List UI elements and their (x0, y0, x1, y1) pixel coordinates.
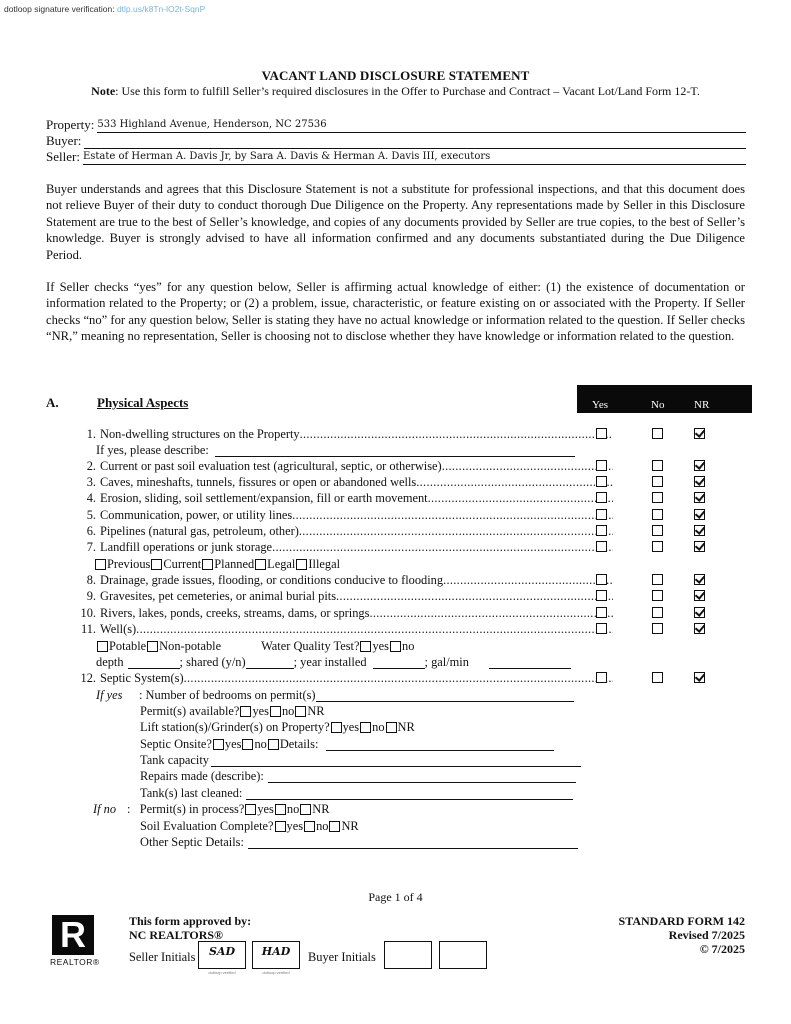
q9-nr-checkbox[interactable] (694, 590, 705, 601)
q1-nr-checkbox[interactable] (694, 428, 705, 439)
seller-initials-box-1[interactable]: SAD dotloop verified (198, 941, 246, 969)
q2-no-checkbox[interactable] (652, 460, 663, 471)
option-planned-checkbox[interactable] (202, 559, 213, 570)
septic-details-input[interactable] (326, 738, 554, 751)
q1-no-checkbox[interactable] (652, 428, 663, 439)
q2-yes-checkbox[interactable] (596, 460, 607, 471)
dotloop-verification (4, 4, 205, 14)
septic-repairs: Repairs made (describe): (140, 768, 576, 784)
q12-no-checkbox[interactable] (652, 672, 663, 683)
septic-permits-available: Permit(s) available? yes no NR (140, 704, 325, 718)
well-options: Potable Non-potable Water Quality Test? yes no (96, 638, 414, 654)
verification-label: dotloop signature verification: (4, 4, 115, 14)
septic-last-cleaned: Tank(s) last cleaned: (140, 785, 573, 801)
seller-field[interactable]: Seller: Estate of Herman A. Davis Jr, by Sara A. Davis & Herman A. Davis III, executors (46, 149, 746, 165)
question-7-options: Previous Current Planned Legal Illegal (94, 556, 340, 572)
onsite-no-checkbox[interactable] (242, 739, 253, 750)
septic-tank-capacity: Tank capacity (140, 752, 581, 768)
q10-no-checkbox[interactable] (652, 607, 663, 618)
page-number: Page 1 of 4 (368, 890, 423, 904)
year-installed-input[interactable] (373, 656, 425, 669)
septic-soil-eval: Soil Evaluation Complete? yes no NR (140, 819, 359, 833)
lift-nr-checkbox[interactable] (386, 722, 397, 733)
checkbox-meaning-paragraph: If Seller checks “yes” for any question below, Seller is affirming actual knowledge of either: (1) the existence of documentation or information related to the Property; or (2) a problem, issue, characteristic, or feature existing on or associated with the Property. If Seller checks “no” for any question below, Seller is stating they have no actual knowledge or information related to the question. If Seller checks “NR,” meaning no representation, Seller is choosing not to disclose whether they have knowledge or information related to the question. (46, 280, 745, 344)
option-current-checkbox[interactable] (151, 559, 162, 570)
permits-nr-checkbox[interactable] (295, 706, 306, 717)
q5-nr-checkbox[interactable] (694, 509, 705, 520)
property-field[interactable]: Property: 533 Highland Avenue, Henderson, NC 27536 (46, 117, 746, 133)
question-2: 2. Current or past soil evaluation test (agricultural, septic, or otherwise) ..... (73, 458, 613, 474)
q8-yes-checkbox[interactable] (596, 574, 607, 585)
q5-yes-checkbox[interactable] (596, 509, 607, 520)
depth-input[interactable] (128, 656, 180, 669)
question-11: 11. Well(s) ..... (73, 621, 613, 637)
q4-no-checkbox[interactable] (652, 492, 663, 503)
question-10: 10. Rivers, lakes, ponds, creeks, streams, dams, or springs ..... (73, 605, 613, 621)
seller-initials-label: Seller Initials (129, 950, 196, 964)
option-illegal-checkbox[interactable] (296, 559, 307, 570)
other-details-input[interactable] (248, 836, 578, 849)
q11-no-checkbox[interactable] (652, 623, 663, 634)
property-input[interactable]: 533 Highland Avenue, Henderson, NC 27536 (97, 118, 746, 133)
question-1: 1. Non-dwelling structures on the Property ..... (73, 426, 613, 442)
option-legal-checkbox[interactable] (255, 559, 266, 570)
water-test-yes-checkbox[interactable] (360, 641, 371, 652)
septic-other-details: Other Septic Details: (140, 834, 578, 850)
q10-nr-checkbox[interactable] (694, 607, 705, 618)
question-6: 6. Pipelines (natural gas, petroleum, other) ..... (73, 523, 613, 539)
buyer-input[interactable] (84, 134, 746, 149)
seller-initial-signature: HAD (261, 945, 291, 958)
option-previous-checkbox[interactable] (95, 559, 106, 570)
permits-no-checkbox[interactable] (270, 706, 281, 717)
describe-input[interactable] (215, 444, 575, 457)
gal-min-input[interactable] (489, 656, 571, 669)
q7-no-checkbox[interactable] (652, 541, 663, 552)
process-nr-checkbox[interactable] (300, 804, 311, 815)
question-7: 7. Landfill operations or junk storage ..... (73, 539, 613, 555)
q1-yes-checkbox[interactable] (596, 428, 607, 439)
q12-yes-checkbox[interactable] (596, 672, 607, 683)
q7-yes-checkbox[interactable] (596, 541, 607, 552)
q6-yes-checkbox[interactable] (596, 525, 607, 536)
column-yes: Yes (592, 399, 609, 411)
q5-no-checkbox[interactable] (652, 509, 663, 520)
tank-capacity-input[interactable] (211, 754, 581, 767)
approved-by: This form approved by: NC REALTORS® (129, 914, 252, 942)
column-no: No (651, 399, 665, 411)
process-no-checkbox[interactable] (275, 804, 286, 815)
non-potable-checkbox[interactable] (147, 641, 158, 652)
seller-input[interactable]: Estate of Herman A. Davis Jr, by Sara A. Davis & Herman A. Davis III, executors (83, 150, 746, 165)
shared-input[interactable] (246, 656, 294, 669)
q8-no-checkbox[interactable] (652, 574, 663, 585)
q11-yes-checkbox[interactable] (596, 623, 607, 634)
q9-yes-checkbox[interactable] (596, 590, 607, 601)
answer-column-header (577, 385, 752, 413)
repairs-input[interactable] (268, 770, 576, 783)
seller-initial-signature: SAD (208, 945, 236, 958)
last-cleaned-input[interactable] (246, 787, 573, 800)
question-1-describe: If yes, please describe: (96, 442, 575, 458)
soil-no-checkbox[interactable] (304, 821, 315, 832)
standard-form-info: STANDARD FORM 142 Revised 7/2025 © 7/2025 (618, 914, 745, 956)
septic-lift-station: Lift station(s)/Grinder(s) on Property? yes no NR (140, 720, 415, 734)
question-5: 5. Communication, power, or utility lines ..... (73, 507, 613, 523)
disclaimer-paragraph: Buyer understands and agrees that this Disclosure Statement is not a substitute for professional inspections, and that this document does not relieve Buyer of their duty to conduct thorough Due Diligence on the Property. Any representations made by Seller in this Disclosure Statement are true to the best of Seller’s knowledge, and copies of any documents provided by Seller are true copies, to the best of Seller’s knowledge. Buyer is strongly advised to have all information confirmed and any documents substantiated during the Due Diligence Period. (46, 182, 745, 262)
seller-initials-box-2[interactable]: HAD dotloop verified (252, 941, 300, 969)
buyer-field[interactable]: Buyer: (46, 133, 746, 149)
septic-permit-process: If no : Permit(s) in process? yes no NR (93, 802, 330, 816)
lift-yes-checkbox[interactable] (331, 722, 342, 733)
section-letter: A. (46, 395, 59, 410)
q8-nr-checkbox[interactable] (694, 574, 705, 585)
onsite-yes-checkbox[interactable] (213, 739, 224, 750)
question-3: 3. Caves, mineshafts, tunnels, fissures or open or abandoned wells ..... (73, 474, 613, 490)
question-4: 4. Erosion, sliding, soil settlement/expansion, fill or earth movement ..... (73, 490, 613, 506)
q3-nr-checkbox[interactable] (694, 476, 705, 487)
q12-nr-checkbox[interactable] (694, 672, 705, 683)
realtor-logo-text: REALTOR® (50, 957, 100, 967)
q6-no-checkbox[interactable] (652, 525, 663, 536)
lift-no-checkbox[interactable] (360, 722, 371, 733)
buyer-initials-label: Buyer Initials (308, 950, 376, 964)
q9-no-checkbox[interactable] (652, 590, 663, 601)
potable-checkbox[interactable] (97, 641, 108, 652)
water-test-no-checkbox[interactable] (390, 641, 401, 652)
q3-no-checkbox[interactable] (652, 476, 663, 487)
permits-yes-checkbox[interactable] (240, 706, 251, 717)
process-yes-checkbox[interactable] (245, 804, 256, 815)
q4-nr-checkbox[interactable] (694, 492, 705, 503)
q6-nr-checkbox[interactable] (694, 525, 705, 536)
q11-nr-checkbox[interactable] (694, 623, 705, 634)
septic-onsite: Septic Onsite? yes no Details: (140, 736, 554, 752)
question-9: 9. Gravesites, pet cemeteries, or animal burial pits ..... (73, 588, 613, 604)
realtor-logo-icon: R (52, 915, 94, 955)
section-title: Physical Aspects (97, 395, 189, 410)
q4-yes-checkbox[interactable] (596, 492, 607, 503)
onsite-details-checkbox[interactable] (268, 739, 279, 750)
verification-link[interactable]: dtlp.us/k8Tn-lO2t-SqnP (116, 4, 206, 14)
soil-nr-checkbox[interactable] (329, 821, 340, 832)
column-nr: NR (694, 399, 710, 411)
question-12: 12. Septic System(s) ..... (73, 670, 613, 686)
well-details: depth ; shared (y/n) ; year installed ; gal/min (96, 654, 571, 670)
question-8: 8. Drainage, grade issues, flooding, or conditions conducive to flooding ..... (73, 572, 613, 588)
q10-yes-checkbox[interactable] (596, 607, 607, 618)
buyer-initials-box-2[interactable] (439, 941, 487, 969)
soil-yes-checkbox[interactable] (275, 821, 286, 832)
q7-nr-checkbox[interactable] (694, 541, 705, 552)
buyer-initials-box-1[interactable] (384, 941, 432, 969)
bedrooms-input[interactable] (316, 689, 574, 702)
page-title: VACANT LAND DISCLOSURE STATEMENT (261, 68, 530, 83)
q3-yes-checkbox[interactable] (596, 476, 607, 487)
septic-bedrooms: If yes : Number of bedrooms on permit(s) (96, 687, 574, 703)
form-note: Note: Use this form to fulfill Seller’s required disclosures in the Offer to Purchase and Contract – Vacant Lot/Land Form 12-T. (91, 84, 700, 98)
q2-nr-checkbox[interactable] (694, 460, 705, 471)
